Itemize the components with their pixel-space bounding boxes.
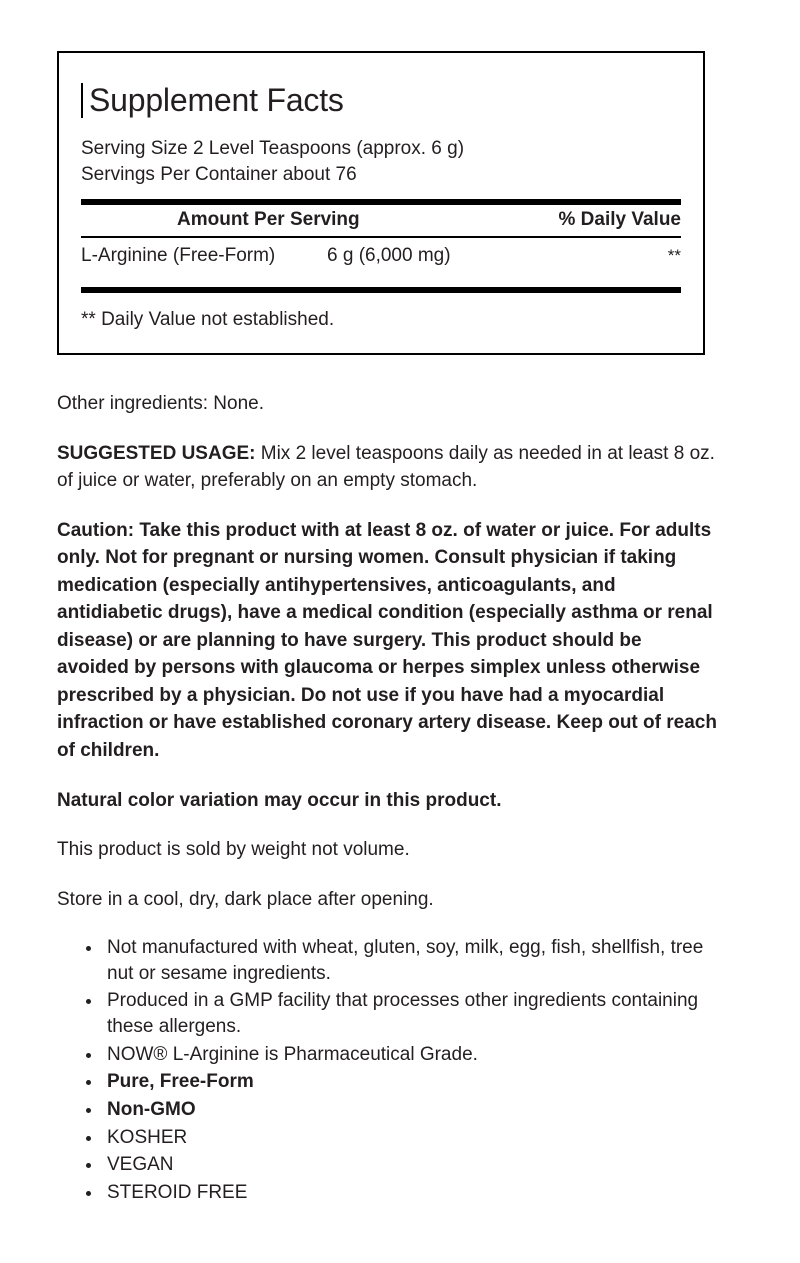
list-item: • Non-GMO (103, 1097, 717, 1123)
list-item: • KOSHER (103, 1125, 717, 1151)
list-item: • Pure, Free-Form (103, 1069, 717, 1095)
feature-bullet-list (57, 935, 717, 1205)
other-ingredients-paragraph: Other ingredients: None. (57, 393, 265, 414)
natural-color-paragraph: Natural color variation may occur in this product. (57, 789, 502, 811)
list-item: • Not manufactured with wheat, gluten, soy, milk, egg, fish, shellfish, tree nut or sesame ingredients. (103, 935, 717, 986)
caution-text: Take this product with at least 8 oz. of water or juice. For adults only. Not for pregnant or nursing women. Consult physician if taking medication (especially antihypertensives, anticoagulants, and antidiabetic drugs), have a medical condition (especially asthma or renal disease) or are planning to have surgery. This product should be avoided by persons with glaucoma or herpes simplex unless otherwise prescribed by a physician. Do not use if you have had a myocardial infraction or have established coronary artery disease. Keep out of reach of children. (57, 519, 717, 762)
suggested-usage-text: Mix 2 level teaspoons daily as needed in at least 8 oz. of juice or water, preferably on an empty stomach. (57, 442, 715, 492)
serving-size-line: Serving Size 2 Level Teaspoons (approx. 6 g) (81, 138, 465, 160)
sold-by-weight-paragraph: This product is sold by weight not volume. (57, 839, 410, 861)
column-header-amount-per-serving: Amount Per Serving (177, 209, 360, 231)
suggested-usage-label: SUGGESTED USAGE: (57, 442, 256, 464)
list-item: • Produced in a GMP facility that processes other ingredients containing these allergens. (103, 988, 717, 1039)
supplement-facts-panel (57, 51, 705, 355)
nutrient-amount: 6 g (6,000 mg) (327, 245, 451, 267)
nutrient-name: L-Arginine (Free-Form) (81, 245, 276, 267)
table-header-row (81, 205, 681, 236)
suggested-usage-paragraph (57, 440, 717, 495)
list-item: • STEROID FREE (103, 1180, 717, 1206)
table-row (81, 238, 681, 275)
nutrient-daily-value: ** (667, 246, 681, 266)
list-item: • NOW® L-Arginine is Pharmaceutical Grade. (103, 1042, 717, 1068)
storage-paragraph: Store in a cool, dry, dark place after opening. (57, 888, 434, 910)
servings-per-container-line: Servings Per Container about 76 (81, 163, 357, 185)
caution-paragraph (57, 517, 717, 765)
list-item: • VEGAN (103, 1152, 717, 1178)
supplement-facts-title: Supplement Facts (81, 83, 681, 118)
daily-value-footnote: ** Daily Value not established. (81, 309, 335, 331)
caution-label: Caution: (57, 519, 135, 541)
label-body-copy (57, 390, 717, 1208)
column-header-daily-value: % Daily Value (558, 209, 681, 231)
